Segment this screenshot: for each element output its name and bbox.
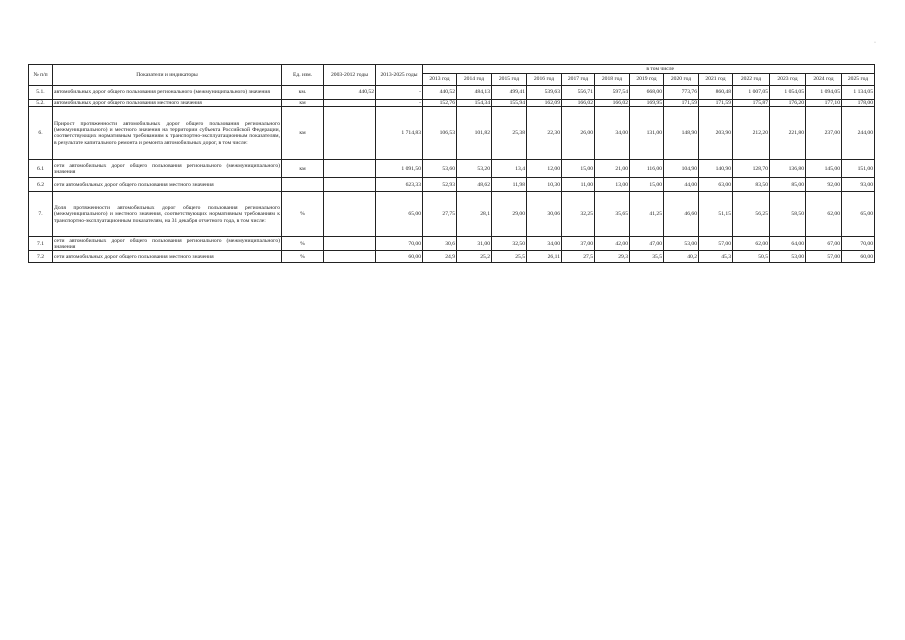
- row-number: 5.1.: [29, 86, 53, 100]
- table-row: [29, 192, 875, 237]
- header-year: 2013 год: [423, 74, 457, 86]
- row-year-value: 85,00: [770, 178, 806, 192]
- row-indicator-name: сети автомобильных дорог общего пользования местного значения: [53, 178, 282, 192]
- header-num: № п/п: [29, 65, 53, 86]
- header-group: в том числе: [423, 65, 875, 74]
- header-year: 2025 год: [842, 74, 875, 86]
- table-row: [29, 251, 875, 263]
- row-year-value: 27,75: [423, 192, 457, 237]
- row-number: 6.1: [29, 160, 53, 178]
- row-period-2013-2025: 65,00: [376, 192, 423, 237]
- header-year: 2020 год: [664, 74, 699, 86]
- row-year-value: 203,90: [699, 107, 733, 160]
- row-unit: %: [282, 192, 324, 237]
- row-year-value: 58,50: [770, 192, 806, 237]
- row-year-value: 13,4: [492, 160, 527, 178]
- row-year-value: 155,94: [492, 100, 527, 107]
- row-year-value: 65,00: [842, 192, 875, 237]
- row-year-value: 11,98: [492, 178, 527, 192]
- header-year: 2017 год: [562, 74, 595, 86]
- row-year-value: 116,00: [630, 160, 664, 178]
- row-year-value: 26,11: [527, 251, 562, 263]
- header-period-2003-2012: 2003-2012 годы: [324, 65, 376, 86]
- row-year-value: 499,41: [492, 86, 527, 100]
- row-year-value: 178,00: [842, 100, 875, 107]
- header-year: 2019 год: [630, 74, 664, 86]
- row-year-value: 57,00: [806, 251, 842, 263]
- row-year-value: 53,00: [770, 251, 806, 263]
- row-indicator-name: Прирост протяженности автомобильных дорог общего пользования регионального (межмуниципального) и местного значения на территории субъекта Российской Федерации, соответствующих нормативным требованиям к транспортно-эксплуатационным показателям, в результате капитального ремонта и ремонта автомобильных дорог, в том числе:: [53, 107, 282, 160]
- row-year-value: 10,30: [527, 178, 562, 192]
- row-period-2013-2025: -: [376, 86, 423, 100]
- row-year-value: 29,3: [595, 251, 630, 263]
- row-unit: %: [282, 251, 324, 263]
- row-year-value: 484,13: [457, 86, 492, 100]
- row-year-value: 597,54: [595, 86, 630, 100]
- row-year-value: 46,60: [664, 192, 699, 237]
- row-year-value: 860,48: [699, 86, 733, 100]
- row-year-value: 62,00: [806, 192, 842, 237]
- row-year-value: 556,71: [562, 86, 595, 100]
- row-period-2003-2012: [324, 107, 376, 160]
- row-year-value: 237,00: [806, 107, 842, 160]
- row-year-value: 53,20: [457, 160, 492, 178]
- row-year-value: 12,00: [527, 160, 562, 178]
- row-number: 6.: [29, 107, 53, 160]
- header-year: 2022 год: [733, 74, 770, 86]
- row-year-value: 151,00: [842, 160, 875, 178]
- row-indicator-name: автомобильных дорог общего пользования регионального (межмуниципального) значения: [53, 86, 282, 100]
- row-year-value: 152,76: [423, 100, 457, 107]
- table-row: [29, 107, 875, 160]
- row-number: 7.1: [29, 237, 53, 251]
- row-year-value: 83,50: [733, 178, 770, 192]
- row-year-value: 34,00: [527, 237, 562, 251]
- row-number: 7.: [29, 192, 53, 237]
- row-year-value: 539,63: [527, 86, 562, 100]
- row-year-value: 67,00: [806, 237, 842, 251]
- row-period-2013-2025: 1 091,50: [376, 160, 423, 178]
- row-year-value: 70,00: [842, 237, 875, 251]
- row-year-value: 106,53: [423, 107, 457, 160]
- row-period-2013-2025: 70,00: [376, 237, 423, 251]
- row-year-value: 42,00: [595, 237, 630, 251]
- row-year-value: 50,5: [733, 251, 770, 263]
- row-year-value: 22,30: [527, 107, 562, 160]
- row-indicator-name: Доля протяженности автомобильных дорог общего пользования регионального (межмуниципального) и местного значения, соответствующих нормативным требованиям к транспортно-эксплуатационным показателям, на 31 декабря отчетного года, в том числе:: [53, 192, 282, 237]
- row-unit: км: [282, 107, 324, 160]
- row-year-value: 44,00: [664, 178, 699, 192]
- table-body: [29, 86, 875, 263]
- row-year-value: 48,62: [457, 178, 492, 192]
- row-year-value: 63,00: [699, 178, 733, 192]
- row-year-value: 212,20: [733, 107, 770, 160]
- row-year-value: 104,90: [664, 160, 699, 178]
- row-year-value: 92,00: [806, 178, 842, 192]
- row-year-value: 1 007,05: [733, 86, 770, 100]
- row-year-value: 53,60: [423, 160, 457, 178]
- row-year-value: 15,00: [630, 178, 664, 192]
- row-year-value: 145,00: [806, 160, 842, 178]
- row-year-value: 148,90: [664, 107, 699, 160]
- row-year-value: 24,9: [423, 251, 457, 263]
- indicators-table-sheet: [28, 64, 875, 263]
- table-row: [29, 160, 875, 178]
- row-year-value: 440,52: [423, 86, 457, 100]
- header-period-2013-2025: 2013-2025 годы: [376, 65, 423, 86]
- row-year-value: 57,00: [699, 237, 733, 251]
- row-year-value: 1 134,05: [842, 86, 875, 100]
- row-year-value: 166,02: [562, 100, 595, 107]
- header-year: 2018 год: [595, 74, 630, 86]
- row-year-value: 27,5: [562, 251, 595, 263]
- row-year-value: 1 094,05: [806, 86, 842, 100]
- row-year-value: 40,2: [664, 251, 699, 263]
- row-year-value: 32,25: [562, 192, 595, 237]
- row-year-value: 37,00: [562, 237, 595, 251]
- row-year-value: 30,6: [423, 237, 457, 251]
- row-unit: км: [282, 100, 324, 107]
- row-indicator-name: сети автомобильных дорог общего пользования местного значения: [53, 251, 282, 263]
- scan-mark: ·: [874, 40, 876, 46]
- row-year-value: 140,90: [699, 160, 733, 178]
- table-row: [29, 178, 875, 192]
- row-year-value: 53,00: [664, 237, 699, 251]
- row-year-value: 221,80: [770, 107, 806, 160]
- header-year: 2014 год: [457, 74, 492, 86]
- row-unit: [282, 178, 324, 192]
- row-year-value: 62,00: [733, 237, 770, 251]
- header-year: 2015 год: [492, 74, 527, 86]
- row-year-value: 56,25: [733, 192, 770, 237]
- row-year-value: 35,5: [630, 251, 664, 263]
- row-year-value: 41,25: [630, 192, 664, 237]
- table-row: [29, 237, 875, 251]
- row-year-value: 175,87: [733, 100, 770, 107]
- row-year-value: 166,02: [595, 100, 630, 107]
- row-year-value: 171,59: [699, 100, 733, 107]
- row-year-value: 25,2: [457, 251, 492, 263]
- header-year: 2023 год: [770, 74, 806, 86]
- row-year-value: 35,65: [595, 192, 630, 237]
- row-year-value: 29,00: [492, 192, 527, 237]
- row-indicator-name: сети автомобильных дорог общего пользования регионального (межмуниципального) значения: [53, 160, 282, 178]
- row-period-2003-2012: [324, 192, 376, 237]
- row-year-value: 60,00: [842, 251, 875, 263]
- row-period-2003-2012: [324, 100, 376, 107]
- row-year-value: 52,93: [423, 178, 457, 192]
- table-row: [29, 86, 875, 100]
- header-year: 2024 год: [806, 74, 842, 86]
- row-year-value: 176,20: [770, 100, 806, 107]
- row-number: 5.2.: [29, 100, 53, 107]
- row-period-2003-2012: 440,52: [324, 86, 376, 100]
- row-year-value: 64,00: [770, 237, 806, 251]
- row-year-value: 30,06: [527, 192, 562, 237]
- row-year-value: 177,10: [806, 100, 842, 107]
- row-year-value: 128,70: [733, 160, 770, 178]
- table-row: [29, 100, 875, 107]
- row-year-value: 13,00: [595, 178, 630, 192]
- row-year-value: 1 054,05: [770, 86, 806, 100]
- row-period-2003-2012: [324, 160, 376, 178]
- row-year-value: 244,00: [842, 107, 875, 160]
- row-year-value: 773,76: [664, 86, 699, 100]
- row-period-2003-2012: [324, 178, 376, 192]
- row-year-value: 136,80: [770, 160, 806, 178]
- header-name: Показатели и индикаторы: [53, 65, 282, 86]
- row-unit: км: [282, 160, 324, 178]
- row-year-value: 21,00: [595, 160, 630, 178]
- header-year: 2021 год: [699, 74, 733, 86]
- row-year-value: 11,00: [562, 178, 595, 192]
- row-year-value: 45,3: [699, 251, 733, 263]
- row-period-2003-2012: [324, 251, 376, 263]
- row-period-2013-2025: 623,33: [376, 178, 423, 192]
- row-period-2013-2025: 1 714,83: [376, 107, 423, 160]
- row-year-value: 93,00: [842, 178, 875, 192]
- indicators-table: [28, 64, 875, 263]
- row-unit: %: [282, 237, 324, 251]
- row-year-value: 101,82: [457, 107, 492, 160]
- row-year-value: 28,1: [457, 192, 492, 237]
- row-period-2013-2025: -: [376, 100, 423, 107]
- row-year-value: 25,5: [492, 251, 527, 263]
- row-period-2003-2012: [324, 237, 376, 251]
- row-indicator-name: сети автомобильных дорог общего пользования регионального (межмуниципального) значения: [54, 237, 280, 250]
- row-year-value: 31,00: [457, 237, 492, 251]
- row-number: 6.2: [29, 178, 53, 192]
- row-year-value: 32,50: [492, 237, 527, 251]
- row-year-value: 34,00: [595, 107, 630, 160]
- row-indicator-name: автомобильных дорог общего пользования местного значения: [53, 100, 282, 107]
- row-number: 7.2: [29, 251, 53, 263]
- row-year-value: 26,00: [562, 107, 595, 160]
- row-year-value: 169,95: [630, 100, 664, 107]
- row-period-2013-2025: 60,00: [376, 251, 423, 263]
- row-year-value: 162,09: [527, 100, 562, 107]
- row-unit: км.: [282, 86, 324, 100]
- row-year-value: 668,00: [630, 86, 664, 100]
- row-year-value: 47,00: [630, 237, 664, 251]
- row-year-value: 131,00: [630, 107, 664, 160]
- header-year: 2016 год: [527, 74, 562, 86]
- row-year-value: 25,38: [492, 107, 527, 160]
- row-year-value: 171,59: [664, 100, 699, 107]
- header-unit: Ед. изм.: [282, 65, 324, 86]
- row-year-value: 15,00: [562, 160, 595, 178]
- row-year-value: 51,15: [699, 192, 733, 237]
- row-year-value: 154,34: [457, 100, 492, 107]
